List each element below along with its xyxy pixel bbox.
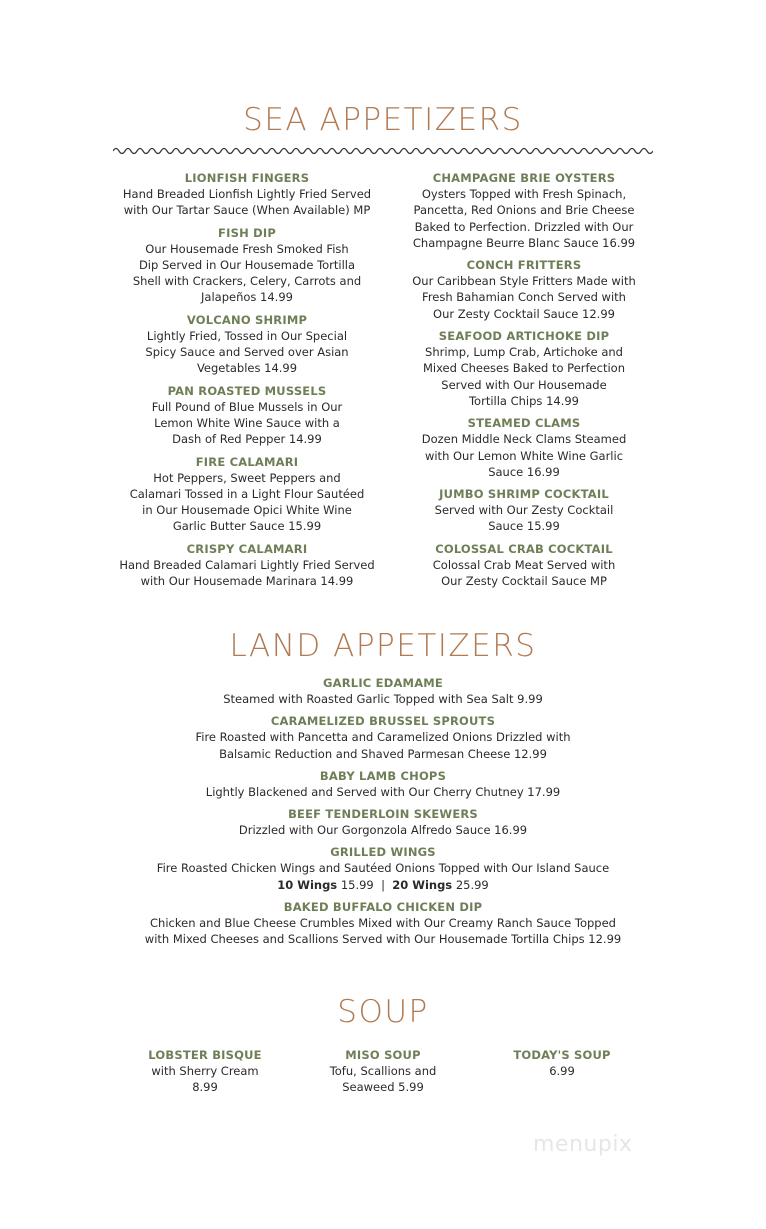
sea-right-column <box>386 170 662 595</box>
item-name: GRILLED WINGS <box>330 845 436 860</box>
soup-item-lobster-bisque <box>130 1047 280 1096</box>
wings-option-10-label: 10 Wings <box>277 877 338 892</box>
menu-item <box>120 899 646 948</box>
soup-item-todays-soup <box>487 1047 637 1079</box>
menu-item <box>386 486 662 535</box>
menu-item <box>386 415 662 480</box>
item-name: FISH DIP <box>218 225 276 240</box>
item-description: Fire Roasted with Pancetta and Caramelized Onions Drizzled with Balsamic Reduction and Shaved Parmesan Cheese 12.99 <box>195 730 571 761</box>
menu-item <box>120 844 646 892</box>
menupix-watermark: menupix <box>533 1132 633 1157</box>
soup-title: SOUP <box>337 994 429 1030</box>
item-description: 6.99 <box>549 1064 575 1078</box>
item-name: BAKED BUFFALO CHICKEN DIP <box>283 899 483 914</box>
soup-item-miso-soup <box>308 1047 458 1096</box>
menu-item <box>104 170 390 219</box>
item-name: COLOSSAL CRAB COCKTAIL <box>435 541 613 556</box>
item-name: TODAY'S SOUP <box>513 1048 611 1062</box>
menu-item <box>386 541 662 590</box>
item-name: FIRE CALAMARI <box>195 454 299 469</box>
menu-item <box>386 170 662 251</box>
item-name: CRISPY CALAMARI <box>186 541 308 556</box>
land-appetizers-title: LAND APPETIZERS <box>229 628 537 664</box>
item-description: Chicken and Blue Cheese Crumbles Mixed with Our Creamy Ranch Sauce Topped with Mixed Cheeses and Scallions Served with Our Housemade Tortilla Chips 12.99 <box>144 915 622 947</box>
item-description: Fire Roasted Chicken Wings and Sautéed Onions Topped with Our Island Sauce <box>156 861 610 876</box>
menu-item <box>104 541 390 590</box>
menu-item <box>120 675 646 707</box>
menu-item <box>120 806 646 838</box>
item-description: Our Housemade Fresh Smoked Fish Dip Served in Our Housemade Tortilla Shell with Crackers, Celery, Carrots and Jalapeños 14.99 <box>132 241 362 305</box>
menu-item <box>120 768 646 800</box>
menu-item <box>104 454 390 535</box>
menu-item <box>120 713 646 762</box>
menu-item <box>386 328 662 409</box>
item-description: Shrimp, Lump Crab, Artichoke and Mixed Cheeses Baked to Perfection Served with Our Housemade Tortilla Chips 14.99 <box>422 345 625 408</box>
item-description: Full Pound of Blue Mussels in Our Lemon White Wine Sauce with a Dash of Red Pepper 14.99 <box>151 399 343 447</box>
item-description: Lightly Blackened and Served with Our Cherry Chutney 17.99 <box>205 784 561 799</box>
wings-option-20-price: 25.99 <box>455 877 489 892</box>
item-name: LIONFISH FINGERS <box>184 171 310 185</box>
sea-appetizers-title: SEA APPETIZERS <box>243 102 523 138</box>
land-column <box>120 675 646 953</box>
item-name: CARAMELIZED BRUSSEL SPROUTS <box>270 714 496 729</box>
item-description: Dozen Middle Neck Clams Steamed with Our Lemon White Wine Garlic Sauce 16.99 <box>421 432 627 479</box>
item-name: CONCH FRITTERS <box>466 258 582 273</box>
wings-option-20-label: 20 Wings <box>392 877 453 892</box>
item-name: STEAMED CLAMS <box>467 416 581 431</box>
item-name: GARLIC EDAMAME <box>323 676 443 690</box>
sea-left-column <box>104 170 390 595</box>
item-name: LOBSTER BISQUE <box>148 1048 262 1062</box>
menu-item <box>104 225 390 306</box>
item-name: PAN ROASTED MUSSELS <box>167 383 327 398</box>
item-description: with Sherry Cream 8.99 <box>151 1064 259 1095</box>
item-description: Served with Our Zesty Cocktail Sauce 15.99 <box>434 503 614 534</box>
item-description: Steamed with Roasted Garlic Topped with Sea Salt 9.99 <box>223 692 543 706</box>
wings-options <box>120 877 646 893</box>
item-description: Our Caribbean Style Fritters Made with Fresh Bahamian Conch Served with Our Zesty Cocktail Sauce 12.99 <box>412 274 636 321</box>
menu-item <box>104 383 390 448</box>
item-name: VOLCANO SHRIMP <box>186 312 308 327</box>
item-name: BEEF TENDERLOIN SKEWERS <box>288 807 478 822</box>
menu-item <box>386 257 662 322</box>
item-description: Hand Breaded Calamari Lightly Fried Served with Our Housemade Marinara 14.99 <box>119 557 375 589</box>
item-description: Drizzled with Our Gorgonzola Alfredo Sauce 16.99 <box>238 823 528 838</box>
item-name: JUMBO SHRIMP COCKTAIL <box>439 487 609 502</box>
menu-item <box>104 312 390 377</box>
item-description: Oysters Topped with Fresh Spinach, Pancetta, Red Onions and Brie Cheese Baked to Perfection. Drizzled with Our Champagne Beurre Blanc Sauce 16.99 <box>412 187 636 250</box>
item-name: MISO SOUP <box>345 1048 421 1062</box>
item-description: Tofu, Scallions and Seaweed 5.99 <box>329 1064 437 1095</box>
item-name: BABY LAMB CHOPS <box>319 768 447 783</box>
item-description: Lightly Fried, Tossed in Our Special Spicy Sauce and Served over Asian Vegetables 14.99 <box>145 328 349 376</box>
wings-option-10-price: 15.99 <box>340 877 374 892</box>
item-name: CHAMPAGNE BRIE OYSTERS <box>432 171 616 185</box>
wave-divider <box>113 142 653 160</box>
item-description: Hand Breaded Lionfish Lightly Fried Served with Our Tartar Sauce (When Available) MP <box>122 187 372 218</box>
item-description: Hot Peppers, Sweet Peppers and Calamari Tossed in a Light Flour Sautéed in Our Housemade Opici White Wine Garlic Butter Sauce 15.99 <box>129 470 365 534</box>
item-name: SEAFOOD ARTICHOKE DIP <box>438 329 610 344</box>
wings-separator: | <box>381 877 385 892</box>
item-description: Colossal Crab Meat Served with Our Zesty Cocktail Sauce MP <box>432 557 616 589</box>
